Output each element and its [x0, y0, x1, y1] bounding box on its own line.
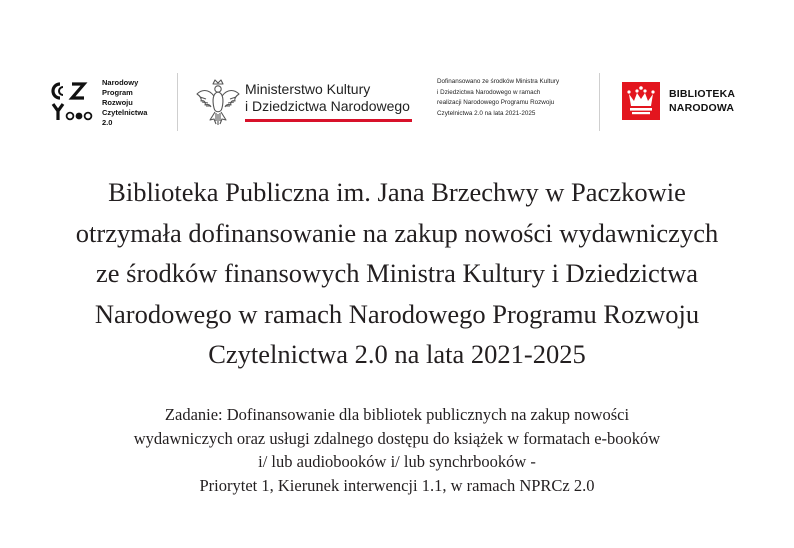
nprcz-line: Program: [102, 88, 133, 97]
nprcz-line: Czytelnictwa: [102, 108, 148, 117]
task-line: wydawniczych oraz usługi zdalnego dostępu do książek w formatach e-booków: [133, 428, 661, 448]
nprcz-line: 2.0: [102, 118, 113, 127]
national-library-line: NARODOWA: [669, 102, 735, 114]
nprcz-line: Narodowy: [102, 78, 139, 87]
nprcz-logo-icon: [50, 80, 94, 124]
funding-note-line: realizacji Narodowego Programu Rozwoju: [437, 99, 555, 106]
funding-note-line: i Dziedzictwa Narodowego w ramach: [437, 88, 541, 96]
headline-line: ze środków finansowych Ministra Kultury i Dziedzictwa: [96, 258, 698, 288]
nprcz-logo: [50, 78, 160, 138]
funding-note-line: Czytelnictwa 2.0 na lata 2021-2025: [437, 109, 536, 117]
logo-divider: [599, 73, 600, 131]
headline-line: Biblioteka Publiczna im. Jana Brzechwy w Paczkowie: [108, 177, 686, 207]
nprcz-text: [102, 78, 147, 128]
headline-line: Czytelnictwa 2.0 na lata 2021-2025: [208, 339, 586, 369]
announcement-headline: [0, 172, 794, 375]
funding-note-line: Dofinansowano ze środków Ministra Kultury: [437, 78, 560, 85]
ministry-name: [245, 81, 410, 115]
headline-line: otrzymała dofinansowanie na zakup nowości wydawniczych: [75, 217, 719, 248]
task-line: Zadanie: Dofinansowanie dla bibliotek publicznych na zakup nowości: [164, 405, 630, 424]
task-line: Priorytet 1, Kierunek interwencji 1.1, w ramach NPRCz 2.0: [199, 475, 595, 495]
ministry-name-line: i Dziedzictwa Narodowego: [245, 98, 410, 114]
national-library-line: BIBLIOTEKA: [669, 88, 736, 100]
ministry-logo: [195, 74, 425, 130]
ministry-name-line: Ministerstwo Kultury: [245, 81, 371, 97]
crown-icon: [622, 82, 660, 120]
headline-line: Narodowego w ramach Narodowego Programu Rozwoju: [94, 298, 700, 329]
logo-bar: [0, 0, 794, 150]
ministry-accent-rule: [245, 119, 412, 122]
nprcz-line: Rozwoju: [102, 98, 133, 107]
funding-note: [437, 77, 559, 119]
logo-divider: [177, 73, 178, 131]
national-library-logo: [622, 82, 762, 122]
national-library-name: [669, 87, 735, 115]
task-line: i/ lub audiobooków i/ lub synchrbooków -: [258, 452, 536, 471]
task-description: [0, 403, 794, 497]
white-eagle-icon: [195, 78, 241, 128]
